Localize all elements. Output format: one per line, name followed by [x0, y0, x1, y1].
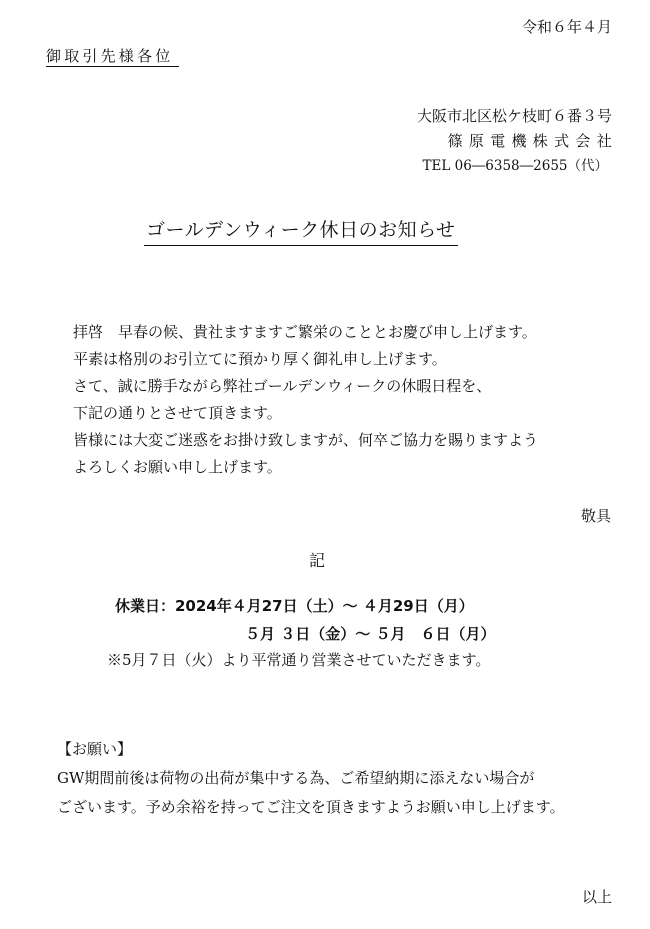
- body-line: 平素は格別のお引立てに預かり厚く御礼申し上げます。: [73, 350, 447, 368]
- closing-ijou: 以上: [581, 888, 612, 906]
- ki-heading: 記: [309, 551, 326, 570]
- holiday-line-2: ５月 ３日（金）～ ５月 ６日（月）: [245, 625, 496, 643]
- request-heading: 【お願い】: [57, 740, 133, 758]
- body-line: 皆様には大変ご迷惑をお掛け致しますが、何卒ご協力を賜りますよう: [73, 431, 539, 449]
- closing-keigu: 敬具: [580, 507, 611, 525]
- sender-address: 大阪市北区松ケ枝町６番３号: [416, 107, 612, 125]
- holiday-line-1: 休業日：2024年４月27日（土）～ ４月29日（月）: [115, 597, 474, 615]
- body-line: 拝啓 早春の候、貴社ますますご繁栄のこととお慶び申し上げます。: [73, 323, 537, 341]
- letter-body: [73, 319, 538, 481]
- resume-note: ※5月７日（火）より平常通り営業させていただきます。: [107, 651, 491, 669]
- sender-block: [416, 104, 618, 179]
- body-line: よろしくお願い申し上げます。: [73, 458, 282, 476]
- sender-tel: TEL 06―6358―2655（代）: [422, 158, 608, 174]
- notice-title: ゴールデンウィーク休日のお知らせ: [144, 217, 458, 246]
- body-line: 下記の通りとさせて頂きます。: [73, 404, 282, 422]
- document-date: 令和６年４月: [521, 18, 612, 36]
- request-line: ございます。予め余裕を持ってご注文を頂きますようお願い申し上げます。: [57, 798, 565, 816]
- recipient-line: 御取引先様各位: [46, 46, 179, 67]
- request-block: [57, 735, 565, 822]
- sender-company: 篠原電機株式会社: [447, 132, 618, 150]
- request-line: GW期間前後は荷物の出荷が集中する為、ご希望納期に添えない場合が: [57, 769, 535, 787]
- body-line: さて、誠に勝手ながら弊社ゴールデンウィークの休暇日程を、: [73, 377, 492, 395]
